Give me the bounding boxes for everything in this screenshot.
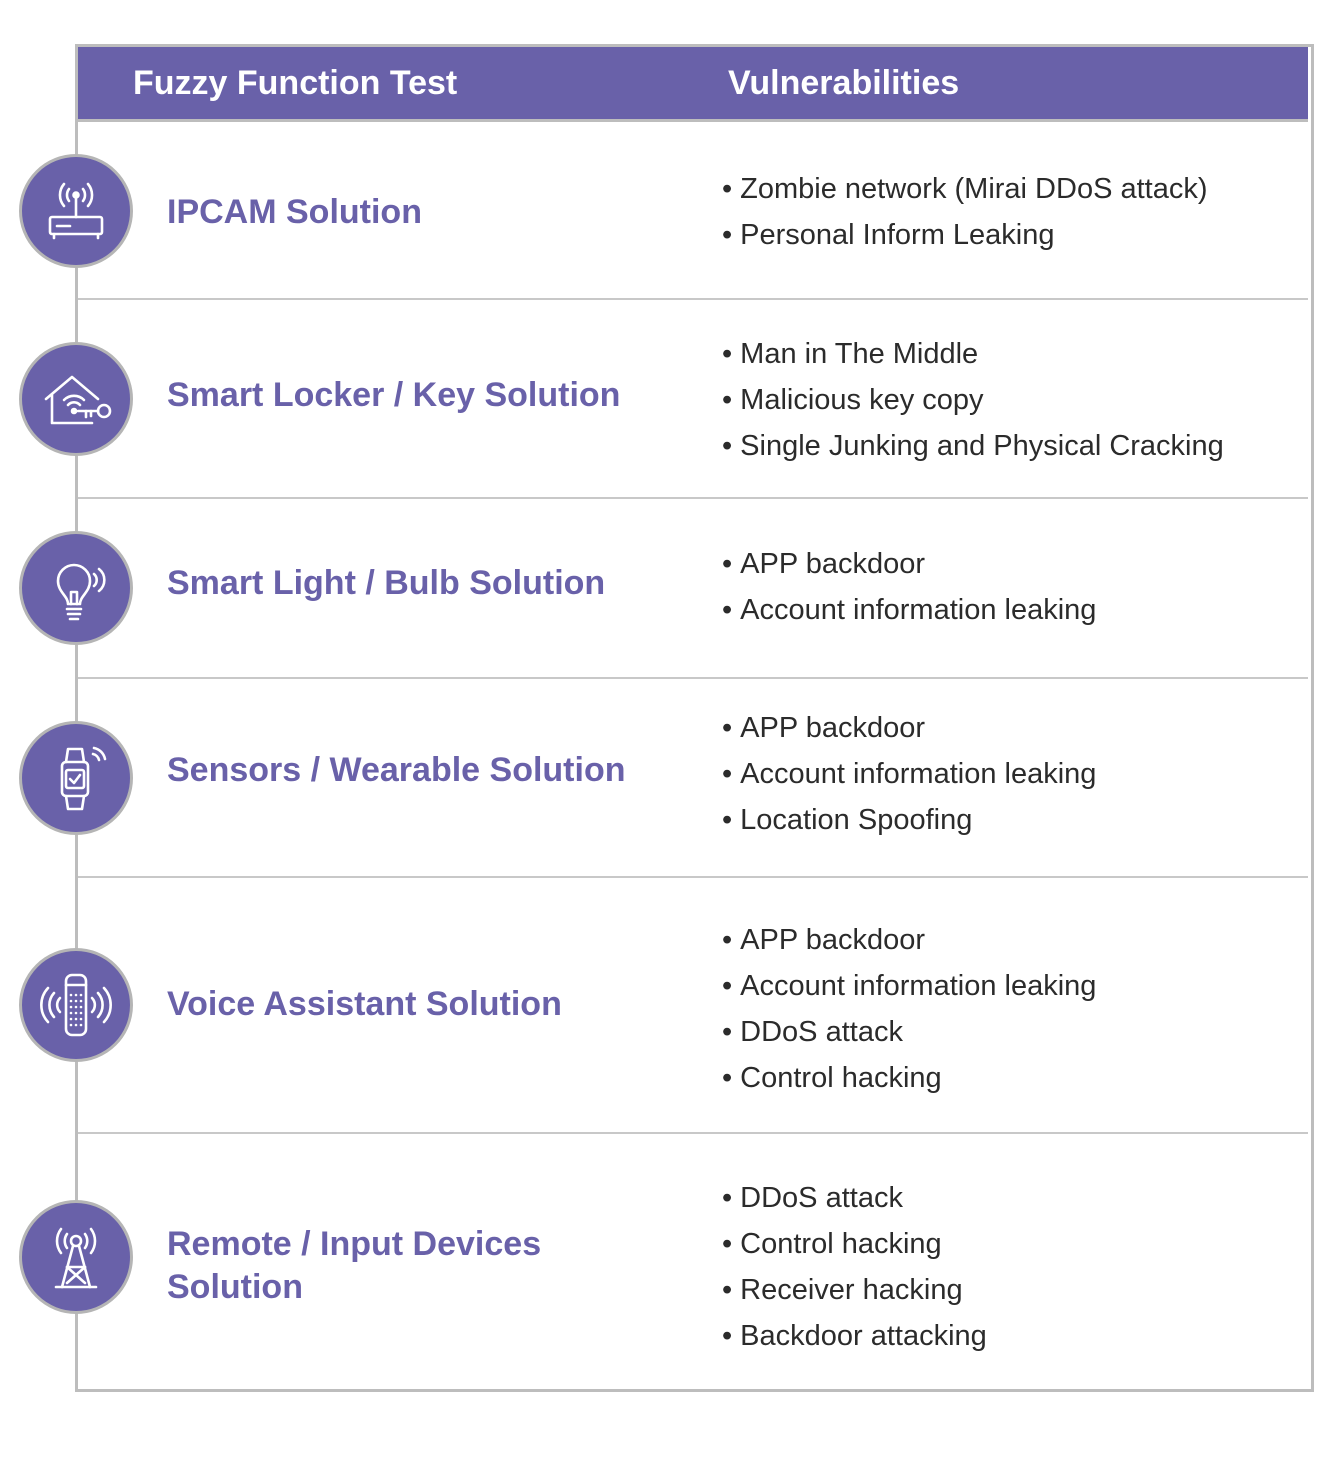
- list-item: • Single Junking and Physical Cracking: [722, 423, 1224, 469]
- list-item: • Man in The Middle: [722, 331, 1224, 377]
- smart-speaker-icon: [19, 948, 133, 1062]
- smartwatch-icon: [19, 721, 133, 835]
- radio-tower-icon: [19, 1200, 133, 1314]
- smart-home-key-icon: [19, 342, 133, 456]
- list-item: • DDoS attack: [722, 1175, 987, 1221]
- vulnerability-list-sensors-wearable: [722, 705, 1096, 843]
- product-sensors-wearable: Sensors / Wearable Solution: [167, 751, 626, 789]
- list-item: • Receiver hacking: [722, 1267, 987, 1313]
- vulnerability-list-smart-locker: [722, 331, 1224, 469]
- list-item: • APP backdoor: [722, 917, 1096, 963]
- product-voice-assistant: Voice Assistant Solution: [167, 985, 562, 1023]
- row-divider: [78, 876, 1308, 878]
- list-item: • Control hacking: [722, 1055, 1096, 1101]
- list-item: • Malicious key copy: [722, 377, 1224, 423]
- list-item: • Account information leaking: [722, 751, 1096, 797]
- row-divider: [78, 1132, 1308, 1134]
- smart-bulb-icon: [19, 531, 133, 645]
- list-item: • Location Spoofing: [722, 797, 1096, 843]
- list-item: • Account information leaking: [722, 963, 1096, 1009]
- table-header: [78, 47, 1308, 119]
- header-fuzzy-function-test: Fuzzy Function Test: [133, 64, 458, 102]
- list-item: • Backdoor attacking: [722, 1313, 987, 1359]
- list-item: • Personal Inform Leaking: [722, 212, 1208, 258]
- product-smart-locker: Smart Locker / Key Solution: [167, 376, 621, 414]
- vulnerability-list-ipcam: [722, 166, 1208, 258]
- vulnerability-list-remote-input: [722, 1175, 987, 1359]
- product-ipcam: IPCAM Solution: [167, 193, 422, 231]
- vulnerability-list-smart-light: [722, 541, 1096, 633]
- product-smart-light: Smart Light / Bulb Solution: [167, 564, 606, 602]
- row-divider: [78, 298, 1308, 300]
- row-divider: [78, 677, 1308, 679]
- vulnerability-list-voice-assistant: [722, 917, 1096, 1101]
- header-vulnerabilities: Vulnerabilities: [728, 64, 960, 102]
- list-item: • Zombie network (Mirai DDoS attack): [722, 166, 1208, 212]
- list-item: • APP backdoor: [722, 541, 1096, 587]
- list-item: • Account information leaking: [722, 587, 1096, 633]
- header-divider: [78, 119, 1308, 122]
- list-item: • DDoS attack: [722, 1009, 1096, 1055]
- list-item: • APP backdoor: [722, 705, 1096, 751]
- product-remote-input: Remote / Input Devices Solution: [167, 1225, 542, 1306]
- list-item: • Control hacking: [722, 1221, 987, 1267]
- router-wifi-icon: [19, 154, 133, 268]
- row-divider: [78, 497, 1308, 499]
